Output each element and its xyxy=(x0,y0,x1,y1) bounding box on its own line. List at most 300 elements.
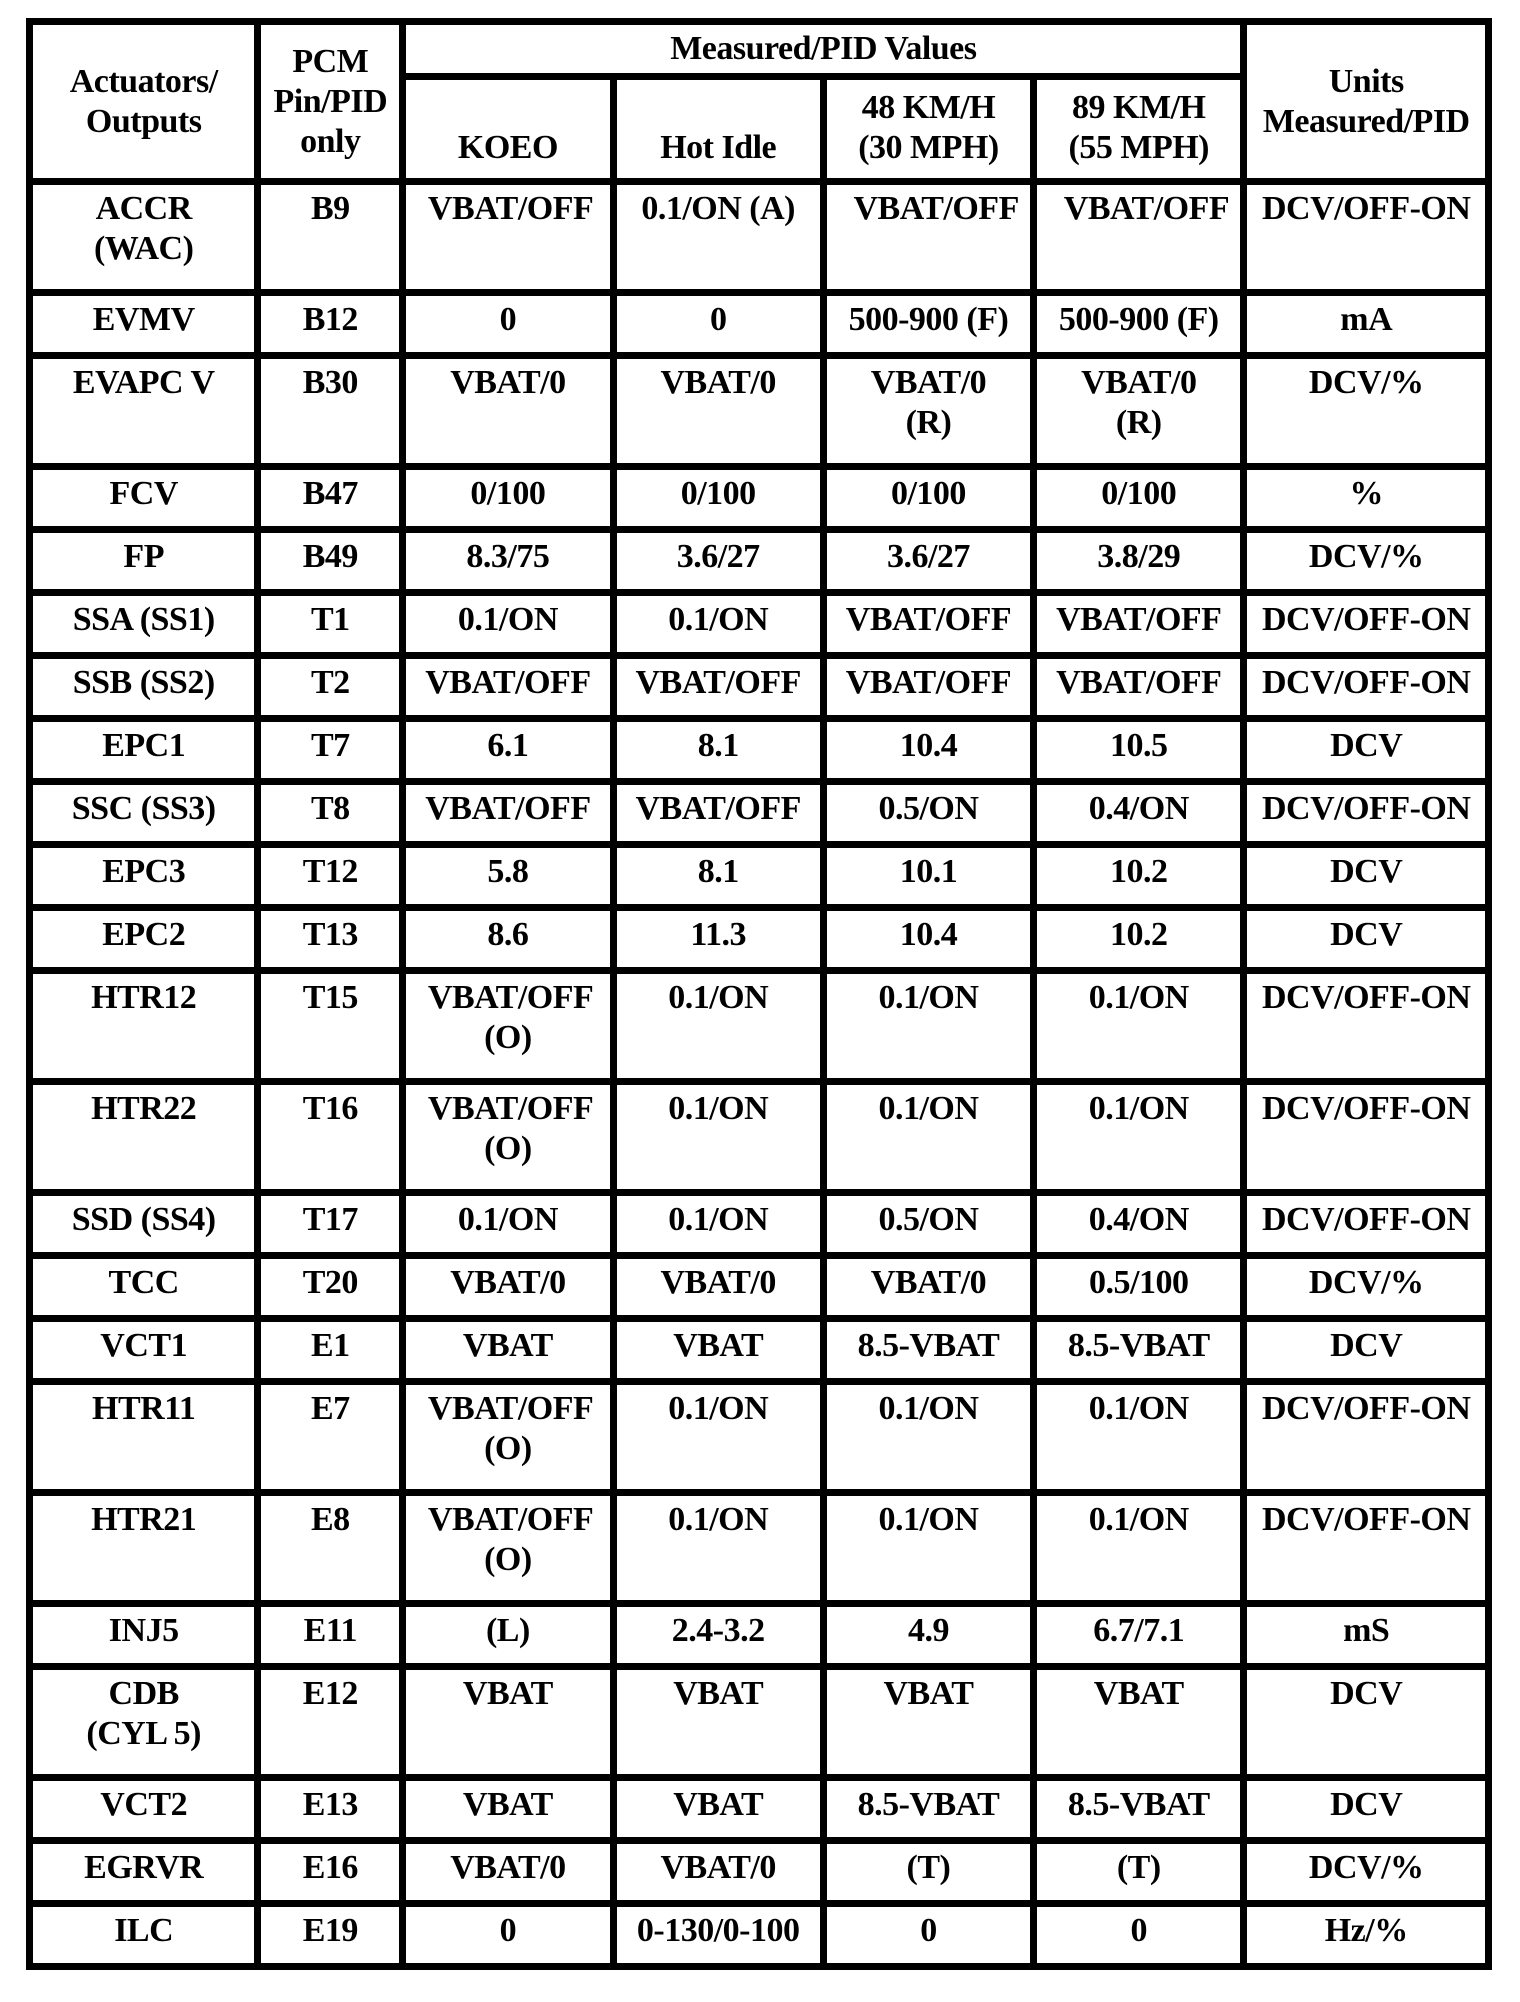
cell-hot-idle-text: 0.1/ON xyxy=(668,1501,769,1538)
cell-hot-idle-text: 2.4-3.2 xyxy=(671,1612,765,1649)
table-row xyxy=(33,659,1485,715)
cell-hot-idle-text: 0.1/ON xyxy=(668,1390,769,1427)
cell-pin xyxy=(261,1781,399,1837)
table-row xyxy=(33,470,1485,526)
cell-koeo xyxy=(406,296,609,352)
cell-koeo xyxy=(406,1907,609,1963)
cell-hot-idle-text: VBAT xyxy=(673,1675,764,1712)
cell-speed-89-text: 0.1/ON xyxy=(1088,1090,1189,1127)
cell-koeo-text: VBAT/OFF xyxy=(425,664,591,701)
cell-speed-48-text: VBAT/0 xyxy=(870,1264,987,1301)
cell-speed-48-text: 10.4 xyxy=(899,916,958,953)
cell-speed-89-text: 0.4/ON xyxy=(1088,1201,1189,1238)
cell-pin xyxy=(261,359,399,463)
cell-pin xyxy=(261,1385,399,1489)
cell-pin-text: B30 xyxy=(302,364,358,401)
cell-speed-89-text: 8.5-VBAT xyxy=(1067,1327,1210,1364)
cell-units xyxy=(1247,722,1485,778)
cell-speed-48-text: 10.1 xyxy=(899,853,958,890)
cell-speed-48 xyxy=(827,1844,1030,1900)
cell-speed-48-text: 3.6/27 xyxy=(886,538,970,575)
cell-units xyxy=(1247,1907,1485,1963)
cell-units-text: DCV/% xyxy=(1308,1849,1424,1886)
table-header xyxy=(33,25,1485,178)
header-pcm-pin-label: PCM Pin/PID only xyxy=(273,42,388,160)
cell-pin xyxy=(261,1496,399,1600)
cell-speed-48-text: VBAT/OFF xyxy=(845,664,1012,701)
cell-pin xyxy=(261,1259,399,1315)
cell-hot-idle xyxy=(617,785,820,841)
cell-speed-48 xyxy=(827,848,1030,904)
cell-speed-89-text: 0.1/ON xyxy=(1088,1390,1189,1427)
cell-units xyxy=(1247,911,1485,967)
header-speed-48-label: 48 KM/H (30 MPH) xyxy=(858,89,999,166)
table-row xyxy=(33,185,1485,289)
table-row xyxy=(33,596,1485,652)
cell-pin-text: E1 xyxy=(310,1327,350,1364)
cell-speed-89-text: 3.8/29 xyxy=(1097,538,1181,575)
cell-koeo-text: VBAT/OFF (O) xyxy=(427,1390,594,1467)
cell-hot-idle-text: VBAT/0 xyxy=(660,1264,776,1301)
cell-speed-48 xyxy=(827,911,1030,967)
cell-speed-48-text: 0.1/ON xyxy=(878,1090,979,1127)
cell-units xyxy=(1247,1670,1485,1774)
cell-speed-89 xyxy=(1037,1670,1240,1774)
cell-pin xyxy=(261,1322,399,1378)
header-speed-89 xyxy=(1037,80,1240,178)
cell-koeo-text: VBAT/OFF (O) xyxy=(427,979,594,1056)
cell-speed-89-text: VBAT/0 (R) xyxy=(1081,364,1197,441)
cell-pin xyxy=(261,1907,399,1963)
cell-speed-48-text: 8.5-VBAT xyxy=(857,1786,1000,1823)
cell-koeo xyxy=(406,1781,609,1837)
cell-actuator-text: HTR11 xyxy=(92,1390,196,1427)
table-row xyxy=(33,974,1485,1078)
cell-speed-89 xyxy=(1037,185,1240,289)
table-row xyxy=(33,533,1485,589)
cell-koeo xyxy=(406,785,609,841)
cell-units xyxy=(1247,1085,1485,1189)
cell-speed-48 xyxy=(827,296,1030,352)
cell-actuator xyxy=(33,1781,254,1837)
header-units xyxy=(1247,25,1485,178)
cell-speed-48 xyxy=(827,659,1030,715)
cell-speed-48-text: VBAT xyxy=(883,1675,974,1712)
cell-speed-48-text: 0/100 xyxy=(890,475,966,512)
cell-actuator-text: FP xyxy=(123,538,164,575)
table-row xyxy=(33,1385,1485,1489)
cell-speed-89 xyxy=(1037,1085,1240,1189)
cell-hot-idle-text: 3.6/27 xyxy=(676,538,760,575)
cell-units-text: DCV/OFF-ON xyxy=(1262,1201,1471,1238)
cell-pin-text: T2 xyxy=(310,664,350,701)
cell-pin xyxy=(261,296,399,352)
cell-actuator xyxy=(33,1196,254,1252)
cell-speed-48-text: 500-900 (F) xyxy=(848,301,1009,338)
header-measured-group: Measured/PID Values xyxy=(406,25,1240,73)
cell-pin xyxy=(261,596,399,652)
cell-koeo xyxy=(406,1385,609,1489)
cell-speed-48-text: 4.9 xyxy=(907,1612,949,1649)
cell-actuator xyxy=(33,722,254,778)
cell-hot-idle xyxy=(617,1907,820,1963)
cell-speed-89 xyxy=(1037,1385,1240,1489)
cell-speed-89-text: 0 xyxy=(1130,1912,1148,1949)
cell-hot-idle-text: VBAT/0 xyxy=(660,1849,776,1886)
cell-actuator xyxy=(33,1907,254,1963)
cell-actuator-text: ILC xyxy=(114,1912,174,1949)
cell-hot-idle-text: 0-130/0-100 xyxy=(636,1912,800,1949)
cell-units xyxy=(1247,1259,1485,1315)
cell-pin-text: B9 xyxy=(310,190,350,227)
cell-hot-idle xyxy=(617,1196,820,1252)
cell-units xyxy=(1247,533,1485,589)
cell-koeo xyxy=(406,1670,609,1774)
cell-speed-48-text: 0 xyxy=(920,1912,937,1949)
cell-units-text: DCV/% xyxy=(1308,1264,1424,1301)
cell-actuator-text: HTR22 xyxy=(91,1090,197,1127)
cell-hot-idle-text: VBAT xyxy=(673,1786,764,1823)
cell-hot-idle xyxy=(617,1607,820,1663)
cell-hot-idle xyxy=(617,470,820,526)
cell-units-text: DCV xyxy=(1330,916,1403,953)
cell-speed-89 xyxy=(1037,470,1240,526)
cell-speed-48 xyxy=(827,722,1030,778)
header-pcm-pin xyxy=(261,25,399,178)
cell-speed-48 xyxy=(827,185,1030,289)
cell-speed-89 xyxy=(1037,659,1240,715)
table-row xyxy=(33,296,1485,352)
cell-units xyxy=(1247,1781,1485,1837)
cell-pin xyxy=(261,722,399,778)
cell-units xyxy=(1247,359,1485,463)
cell-speed-89 xyxy=(1037,1907,1240,1963)
cell-speed-89 xyxy=(1037,848,1240,904)
cell-koeo xyxy=(406,722,609,778)
cell-units-text: DCV/% xyxy=(1308,364,1424,401)
cell-koeo xyxy=(406,185,609,289)
cell-pin-text: T1 xyxy=(310,601,350,638)
cell-speed-48-text: VBAT/OFF xyxy=(853,190,1019,227)
cell-hot-idle-text: 11.3 xyxy=(690,916,746,953)
cell-pin-text: T13 xyxy=(302,916,358,953)
table-row xyxy=(33,785,1485,841)
cell-pin-text: B49 xyxy=(302,538,358,575)
cell-pin xyxy=(261,533,399,589)
cell-hot-idle xyxy=(617,659,820,715)
cell-speed-48-text: 0.1/ON xyxy=(878,1390,979,1427)
cell-speed-89 xyxy=(1037,1259,1240,1315)
cell-hot-idle-text: 0.1/ON xyxy=(668,979,769,1016)
cell-units-text: DCV/OFF-ON xyxy=(1262,790,1471,827)
cell-units-text: DCV xyxy=(1330,1327,1403,1364)
cell-speed-89-text: VBAT/OFF xyxy=(1056,664,1222,701)
table-row xyxy=(33,1781,1485,1837)
table-row xyxy=(33,1259,1485,1315)
cell-pin-text: E19 xyxy=(302,1912,358,1949)
cell-pin-text: E8 xyxy=(310,1501,350,1538)
cell-speed-89 xyxy=(1037,1496,1240,1600)
cell-hot-idle-text: 8.1 xyxy=(697,727,739,764)
cell-pin-text: T15 xyxy=(302,979,358,1016)
cell-units-text: DCV xyxy=(1330,1786,1403,1823)
cell-koeo xyxy=(406,1607,609,1663)
cell-units xyxy=(1247,1322,1485,1378)
cell-pin xyxy=(261,1670,399,1774)
cell-pin xyxy=(261,974,399,1078)
cell-koeo xyxy=(406,1259,609,1315)
cell-actuator xyxy=(33,1385,254,1489)
cell-hot-idle-text: VBAT/OFF xyxy=(635,664,801,701)
cell-koeo xyxy=(406,533,609,589)
cell-speed-48 xyxy=(827,533,1030,589)
cell-speed-48-text: VBAT/0 (R) xyxy=(870,364,987,441)
cell-speed-89 xyxy=(1037,974,1240,1078)
cell-hot-idle xyxy=(617,1259,820,1315)
cell-hot-idle xyxy=(617,722,820,778)
cell-hot-idle xyxy=(617,296,820,352)
cell-pin-text: T17 xyxy=(302,1201,358,1238)
cell-units xyxy=(1247,470,1485,526)
cell-actuator-text: EGRVR xyxy=(84,1849,204,1886)
cell-actuator xyxy=(33,470,254,526)
cell-speed-89 xyxy=(1037,596,1240,652)
cell-pin-text: B12 xyxy=(302,301,358,338)
cell-speed-89 xyxy=(1037,533,1240,589)
cell-pin xyxy=(261,470,399,526)
cell-hot-idle-text: VBAT xyxy=(673,1327,764,1364)
cell-speed-48 xyxy=(827,359,1030,463)
cell-koeo-text: VBAT/OFF xyxy=(427,190,594,227)
cell-actuator xyxy=(33,974,254,1078)
header-speed-48 xyxy=(827,80,1030,178)
cell-actuator xyxy=(33,359,254,463)
cell-actuator xyxy=(33,848,254,904)
cell-speed-48-text: 10.4 xyxy=(899,727,958,764)
cell-speed-48 xyxy=(827,470,1030,526)
table-row xyxy=(33,1907,1485,1963)
cell-actuator-text: ACCR (WAC) xyxy=(93,190,194,267)
cell-koeo-text: VBAT/OFF (O) xyxy=(427,1501,594,1578)
table-row xyxy=(33,1607,1485,1663)
cell-actuator xyxy=(33,785,254,841)
cell-speed-89-text: 0.5/100 xyxy=(1089,1264,1189,1301)
cell-speed-48-text: 0.5/ON xyxy=(878,790,979,827)
header-actuators xyxy=(33,25,254,178)
cell-hot-idle xyxy=(617,1844,820,1900)
cell-koeo-text: VBAT/OFF (O) xyxy=(427,1090,594,1167)
cell-units xyxy=(1247,1196,1485,1252)
table-row xyxy=(33,722,1485,778)
cell-koeo-text: VBAT/0 xyxy=(450,1264,566,1301)
cell-speed-48 xyxy=(827,1496,1030,1600)
cell-pin-text: E13 xyxy=(302,1786,358,1823)
cell-units xyxy=(1247,659,1485,715)
cell-actuator-text: TCC xyxy=(108,1264,179,1301)
cell-speed-89-text: 0.4/ON xyxy=(1088,790,1189,827)
cell-speed-48 xyxy=(827,1385,1030,1489)
cell-actuator-text: HTR12 xyxy=(91,979,197,1016)
cell-units xyxy=(1247,848,1485,904)
cell-speed-48-text: (T) xyxy=(906,1849,951,1886)
table-body xyxy=(33,185,1485,1963)
cell-actuator xyxy=(33,1085,254,1189)
cell-actuator xyxy=(33,596,254,652)
cell-pin-text: E11 xyxy=(303,1612,357,1649)
cell-koeo-text: VBAT/0 xyxy=(450,364,566,401)
cell-actuator-text: EPC1 xyxy=(102,727,186,764)
cell-pin xyxy=(261,1085,399,1189)
cell-hot-idle-text: 0.1/ON xyxy=(668,1090,769,1127)
table-row xyxy=(33,1844,1485,1900)
cell-koeo xyxy=(406,596,609,652)
cell-pin-text: T20 xyxy=(302,1264,358,1301)
cell-speed-48 xyxy=(827,1196,1030,1252)
cell-units-text: DCV/OFF-ON xyxy=(1262,979,1471,1016)
cell-koeo-text: VBAT/OFF xyxy=(425,790,591,827)
cell-speed-89 xyxy=(1037,359,1240,463)
cell-koeo-text: VBAT xyxy=(462,1675,553,1712)
cell-koeo-text: 0.1/ON xyxy=(457,1201,558,1238)
cell-speed-48 xyxy=(827,1670,1030,1774)
cell-koeo-text: 0 xyxy=(499,301,517,338)
cell-koeo-text: VBAT xyxy=(462,1786,553,1823)
cell-speed-48 xyxy=(827,596,1030,652)
cell-speed-48-text: VBAT/OFF xyxy=(845,601,1012,638)
cell-pin xyxy=(261,1607,399,1663)
cell-actuator xyxy=(33,1844,254,1900)
pid-values-table xyxy=(26,18,1492,1970)
cell-speed-89-text: 10.2 xyxy=(1110,853,1168,890)
cell-units xyxy=(1247,185,1485,289)
cell-speed-89 xyxy=(1037,785,1240,841)
pid-table-container xyxy=(26,18,1492,1970)
cell-koeo xyxy=(406,470,609,526)
table-row xyxy=(33,1670,1485,1774)
cell-koeo xyxy=(406,659,609,715)
table-row xyxy=(33,911,1485,967)
cell-hot-idle xyxy=(617,974,820,1078)
cell-actuator-text: INJ5 xyxy=(108,1612,179,1649)
cell-koeo xyxy=(406,1085,609,1189)
cell-hot-idle xyxy=(617,1322,820,1378)
table-row xyxy=(33,1085,1485,1189)
cell-hot-idle-text: VBAT/0 xyxy=(660,364,776,401)
header-hot-idle: Hot Idle xyxy=(617,80,820,178)
cell-units-text: DCV/% xyxy=(1308,538,1424,575)
cell-units-text: DCV xyxy=(1330,853,1403,890)
cell-pin xyxy=(261,848,399,904)
cell-koeo-text: VBAT/0 xyxy=(450,1849,566,1886)
cell-actuator xyxy=(33,1607,254,1663)
cell-speed-48 xyxy=(827,1781,1030,1837)
cell-koeo-text: 8.6 xyxy=(487,916,529,953)
table-row xyxy=(33,1196,1485,1252)
cell-speed-89 xyxy=(1037,1844,1240,1900)
cell-koeo xyxy=(406,848,609,904)
cell-actuator-text: EVMV xyxy=(92,301,195,338)
cell-actuator-text: SSA (SS1) xyxy=(72,601,215,638)
cell-speed-89-text: VBAT xyxy=(1093,1675,1184,1712)
cell-speed-89-text: 6.7/7.1 xyxy=(1093,1612,1185,1649)
cell-units-text: mS xyxy=(1343,1612,1390,1649)
cell-units-text: DCV xyxy=(1330,1675,1403,1712)
cell-actuator xyxy=(33,185,254,289)
cell-units-text: DCV/OFF-ON xyxy=(1262,190,1471,227)
cell-units xyxy=(1247,1607,1485,1663)
cell-hot-idle xyxy=(617,1670,820,1774)
cell-koeo-text: 5.8 xyxy=(487,853,529,890)
cell-koeo xyxy=(406,359,609,463)
cell-koeo-text: 0 xyxy=(499,1912,517,1949)
cell-speed-89 xyxy=(1037,1196,1240,1252)
cell-koeo xyxy=(406,1496,609,1600)
cell-pin-text: B47 xyxy=(302,475,358,512)
cell-speed-89-text: 0.1/ON xyxy=(1088,1501,1189,1538)
cell-speed-48-text: 0.1/ON xyxy=(878,979,979,1016)
table-row xyxy=(33,1322,1485,1378)
cell-speed-89 xyxy=(1037,1322,1240,1378)
cell-hot-idle xyxy=(617,1385,820,1489)
cell-actuator-text: VCT2 xyxy=(100,1786,188,1823)
cell-units-text: % xyxy=(1349,475,1383,512)
cell-units-text: DCV/OFF-ON xyxy=(1262,1090,1471,1127)
cell-units-text: DCV/OFF-ON xyxy=(1262,664,1471,701)
cell-speed-89-text: 8.5-VBAT xyxy=(1067,1786,1210,1823)
cell-speed-48 xyxy=(827,974,1030,1078)
cell-speed-89 xyxy=(1037,296,1240,352)
cell-actuator-text: EPC2 xyxy=(102,916,186,953)
cell-speed-89-text: 10.5 xyxy=(1110,727,1168,764)
header-units-label: Units Measured/PID xyxy=(1262,62,1470,140)
table-row xyxy=(33,359,1485,463)
cell-pin-text: E16 xyxy=(302,1849,358,1886)
cell-actuator xyxy=(33,533,254,589)
cell-pin xyxy=(261,911,399,967)
cell-units-text: mA xyxy=(1340,301,1393,338)
cell-speed-48-text: 0.5/ON xyxy=(878,1201,979,1238)
cell-hot-idle xyxy=(617,1085,820,1189)
cell-koeo-text: 0/100 xyxy=(470,475,546,512)
cell-actuator-text: VCT1 xyxy=(100,1327,188,1364)
cell-speed-48 xyxy=(827,1322,1030,1378)
cell-hot-idle xyxy=(617,911,820,967)
table-row xyxy=(33,848,1485,904)
cell-pin xyxy=(261,185,399,289)
cell-speed-48 xyxy=(827,1085,1030,1189)
cell-koeo xyxy=(406,1196,609,1252)
cell-actuator-text: FCV xyxy=(109,475,178,512)
cell-pin xyxy=(261,1196,399,1252)
cell-units-text: DCV/OFF-ON xyxy=(1262,601,1471,638)
cell-speed-89 xyxy=(1037,1781,1240,1837)
cell-units-text: Hz/% xyxy=(1324,1912,1408,1949)
cell-koeo-text: 8.3/75 xyxy=(466,538,550,575)
cell-hot-idle-text: 0 xyxy=(709,301,727,338)
cell-units xyxy=(1247,785,1485,841)
cell-pin-text: T8 xyxy=(310,790,350,827)
cell-koeo xyxy=(406,974,609,1078)
cell-koeo-text: 6.1 xyxy=(487,727,529,764)
cell-units xyxy=(1247,974,1485,1078)
cell-units xyxy=(1247,1496,1485,1600)
cell-speed-89-text: VBAT/OFF xyxy=(1063,190,1230,227)
cell-actuator xyxy=(33,911,254,967)
cell-koeo xyxy=(406,1322,609,1378)
cell-units-text: DCV xyxy=(1330,727,1403,764)
cell-speed-48 xyxy=(827,1259,1030,1315)
header-koeo: KOEO xyxy=(406,80,609,178)
